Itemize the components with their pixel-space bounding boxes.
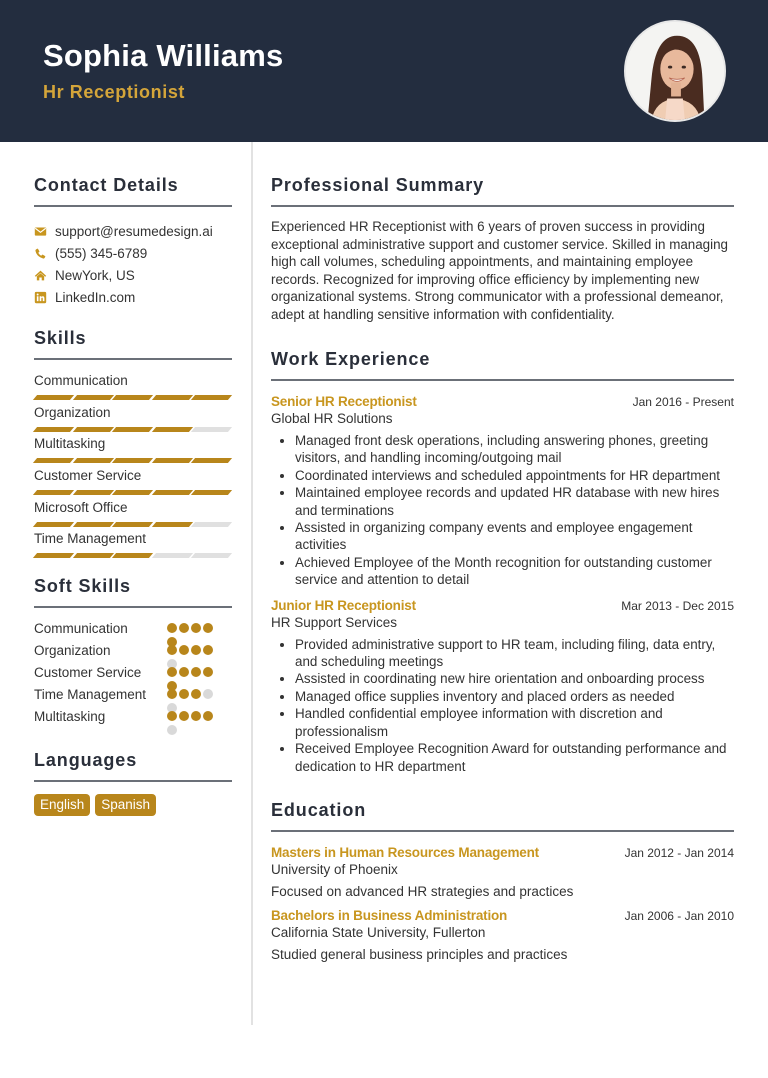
soft-skill-item — [34, 708, 232, 730]
skill-level-segment — [72, 553, 113, 558]
job-company: HR Support Services — [271, 614, 398, 630]
rating-dot-icon — [179, 623, 189, 633]
job-title: Senior HR Receptionist — [271, 394, 417, 409]
rating-dot-icon — [179, 711, 189, 721]
contact-location-text: NewYork, US — [55, 267, 135, 283]
language-badge: Spanish — [95, 794, 156, 816]
skill-level-segment — [152, 522, 193, 527]
skill-level-segment — [152, 490, 193, 495]
education-date: Jan 2012 - Jan 2014 — [624, 845, 734, 860]
skill-name: Organization — [34, 404, 111, 420]
rating-dot-icon — [167, 645, 177, 655]
skill-level-segment — [152, 427, 193, 432]
rating-dot-icon — [167, 667, 177, 677]
skill-level-segment — [112, 427, 153, 432]
skill-level-segment — [152, 458, 193, 463]
contact-email-text: support@resumedesign.ai — [55, 223, 213, 239]
rating-dot-icon — [191, 645, 201, 655]
skill-level-segment — [191, 395, 232, 400]
rating-dot-icon — [179, 645, 189, 655]
job-bullet: • Handled confidential employee information with discretion and professionalism — [295, 705, 734, 740]
skill-level-segment — [112, 553, 153, 558]
skill-level-segment — [33, 553, 74, 558]
job-bullet: • Received Employee Recognition Award for outstanding performance and dedication to HR department — [295, 740, 734, 775]
rating-dot-icon — [203, 667, 213, 677]
contact-phone[interactable] — [34, 242, 232, 264]
skill-level-bar — [35, 553, 232, 558]
skill-level-segment — [33, 458, 74, 463]
skill-level-segment — [112, 458, 153, 463]
skills-section — [34, 328, 232, 562]
languages-section — [34, 750, 232, 816]
contact-phone-text: (555) 345-6789 — [55, 245, 148, 261]
language-badges — [34, 794, 232, 816]
skill-item — [34, 467, 232, 499]
job-entry — [271, 394, 734, 589]
rating-dot-icon — [191, 689, 201, 699]
portrait-image-icon — [626, 22, 724, 120]
skill-level-segment — [191, 490, 232, 495]
soft-skill-name: Time Management — [34, 687, 147, 703]
resume-header — [0, 0, 768, 142]
skill-item — [34, 530, 232, 562]
education-description: Studied general business principles and practices — [271, 946, 568, 962]
rating-dot-icon — [167, 725, 177, 735]
contact-linkedin[interactable] — [34, 286, 232, 308]
education-entry — [271, 845, 734, 899]
soft-skill-name: Multitasking — [34, 709, 106, 725]
soft-skills-list — [34, 620, 232, 730]
job-bullets — [271, 432, 734, 589]
contact-section — [34, 175, 232, 308]
job-bullet: • Provided administrative support to HR team, including filing, data entry, and scheduling meetings — [295, 636, 734, 671]
skill-name: Microsoft Office — [34, 499, 128, 515]
soft-skill-item — [34, 664, 232, 686]
skill-name: Customer Service — [34, 468, 142, 484]
skill-level-bar — [35, 427, 232, 432]
soft-skill-rating — [167, 686, 219, 698]
skill-level-segment — [72, 395, 113, 400]
soft-skill-rating — [167, 708, 219, 720]
soft-skill-item — [34, 686, 232, 708]
education-date: Jan 2006 - Jan 2010 — [624, 908, 734, 923]
rating-dot-icon — [191, 667, 201, 677]
school-name: University of Phoenix — [271, 861, 398, 877]
school-name: California State University, Fullerton — [271, 924, 486, 940]
job-bullet: • Achieved Employee of the Month recognition for outstanding customer service and attention to detail — [295, 554, 734, 589]
skill-level-segment — [191, 458, 232, 463]
skill-name: Communication — [34, 373, 128, 388]
skill-level-segment — [191, 522, 232, 527]
candidate-name: Sophia Williams — [43, 38, 284, 73]
skill-level-segment — [112, 490, 153, 495]
rating-dot-icon — [191, 623, 201, 633]
envelope-icon — [34, 225, 47, 238]
rating-dot-icon — [203, 711, 213, 721]
skill-level-segment — [191, 427, 232, 432]
rating-dot-icon — [191, 711, 201, 721]
job-bullet: • Assisted in coordinating new hire orientation and onboarding process — [295, 670, 734, 687]
summary-text: Experienced HR Receptionist with 6 years of proven success in providing exceptional administrative support and customer service. Skilled in managing high call volumes, scheduling appointments, and maintaining employee records. Recognized for improving office efficiency by implementing new organizational systems. Strong communicator with a professional demeanor, adept at handling sensitive information with confidentiality. — [271, 219, 729, 322]
contact-linkedin-text: LinkedIn.com — [55, 289, 136, 305]
rating-dot-icon — [179, 667, 189, 677]
skill-level-segment — [152, 553, 193, 558]
skills-heading: Skills — [34, 328, 232, 360]
job-title: Junior HR Receptionist — [271, 597, 416, 613]
rating-dot-icon — [167, 711, 177, 721]
job-date: Jan 2016 - Present — [632, 395, 734, 409]
skill-level-segment — [191, 553, 232, 558]
soft-skill-item — [34, 620, 232, 642]
degree-title: Masters in Human Resources Management — [271, 844, 539, 860]
candidate-title: Hr Receptionist — [43, 82, 186, 102]
profile-photo — [624, 20, 726, 122]
job-bullet: • Coordinated interviews and scheduled appointments for HR department — [295, 467, 734, 484]
rating-dot-icon — [203, 623, 213, 633]
degree-title: Bachelors in Business Administration — [271, 907, 508, 923]
skill-name: Multitasking — [34, 436, 106, 452]
languages-heading: Languages — [34, 750, 232, 782]
skill-name: Time Management — [34, 531, 147, 547]
job-bullets — [271, 636, 734, 775]
rating-dot-icon — [203, 689, 213, 699]
soft-skill-name: Customer Service — [34, 665, 142, 681]
skill-level-bar — [35, 490, 232, 495]
soft-skills-heading: Soft Skills — [34, 576, 232, 608]
job-bullet: • Assisted in organizing company events and employee engagement activities — [295, 519, 734, 554]
rating-dot-icon — [167, 689, 177, 699]
summary-heading: Professional Summary — [271, 175, 734, 207]
skill-level-segment — [152, 395, 193, 400]
skill-item — [34, 435, 232, 467]
soft-skill-name: Communication — [34, 621, 128, 637]
skill-level-segment — [33, 522, 74, 527]
contact-heading: Contact Details — [34, 175, 232, 207]
skill-level-segment — [112, 522, 153, 527]
skill-level-segment — [72, 490, 113, 495]
job-company: Global HR Solutions — [271, 411, 393, 426]
column-divider — [251, 142, 253, 1025]
job-bullet: • Managed office supplies inventory and placed orders as needed — [295, 688, 734, 705]
job-date: Mar 2013 - Dec 2015 — [621, 598, 734, 613]
work-experience-section — [271, 349, 734, 775]
right-column — [271, 142, 734, 962]
rating-dot-icon — [203, 645, 213, 655]
skills-list — [34, 372, 232, 562]
skill-level-segment — [112, 395, 153, 400]
skill-level-segment — [72, 458, 113, 463]
soft-skill-rating — [167, 620, 219, 632]
skill-level-segment — [33, 490, 74, 495]
skill-level-bar — [35, 522, 232, 527]
skill-item — [34, 499, 232, 531]
job-bullet: • Maintained employee records and updated HR database with new hires and terminations — [295, 484, 734, 519]
education-heading: Education — [271, 800, 734, 832]
skill-level-bar — [35, 458, 232, 463]
skill-level-segment — [33, 395, 74, 400]
soft-skill-name: Organization — [34, 643, 111, 659]
job-entry — [271, 598, 734, 775]
skill-level-segment — [72, 522, 113, 527]
home-icon — [34, 269, 47, 282]
rating-dot-icon — [179, 689, 189, 699]
skill-item — [34, 372, 232, 404]
soft-skill-rating — [167, 642, 219, 654]
job-bullet: • Managed front desk operations, including answering phones, greeting visitors, and handling incoming/outgoing mail — [295, 432, 734, 467]
skill-item — [34, 404, 232, 436]
education-section — [271, 800, 734, 962]
skill-level-bar — [35, 395, 232, 400]
contact-email[interactable] — [34, 220, 232, 242]
summary-section — [271, 175, 734, 323]
education-description: Focused on advanced HR strategies and practices — [271, 883, 574, 899]
soft-skills-section — [34, 576, 232, 730]
language-badge: English — [34, 794, 90, 816]
education-entry — [271, 908, 734, 962]
left-column — [34, 142, 232, 816]
linkedin-icon — [34, 291, 47, 304]
skill-level-segment — [33, 427, 74, 432]
work-heading: Work Experience — [271, 349, 734, 381]
contact-location — [34, 264, 232, 286]
skill-level-segment — [72, 427, 113, 432]
soft-skill-item — [34, 642, 232, 664]
rating-dot-icon — [167, 623, 177, 633]
phone-icon — [34, 247, 47, 260]
soft-skill-rating — [167, 664, 219, 676]
